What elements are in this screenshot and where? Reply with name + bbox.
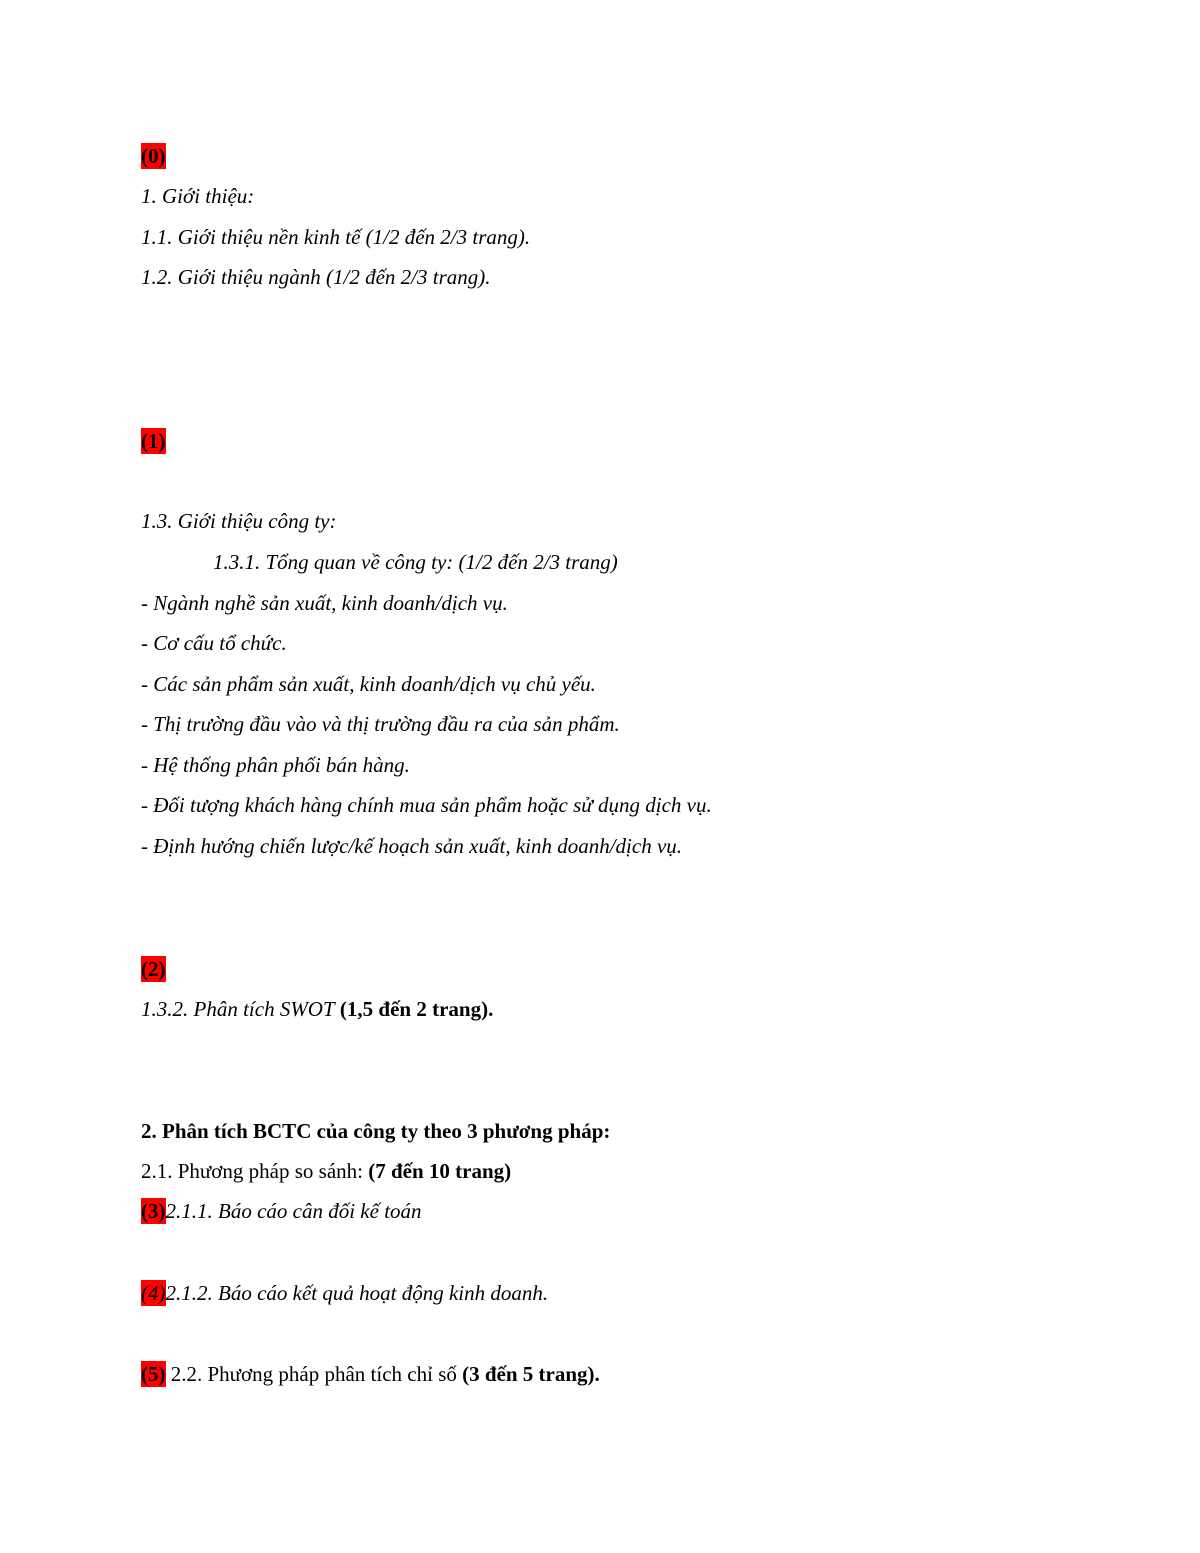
marker-3: (3) [141,1199,166,1223]
bullet-item: - Hệ thống phân phối bán hàng. [141,753,410,777]
marker-1-line [141,427,166,455]
marker-0-line [141,142,166,170]
bullet-item: - Các sản phẩm sản xuất, kinh doanh/dịch vụ chủ yếu. [141,672,596,696]
section-2-heading: 2. Phân tích BCTC của công ty theo 3 phương pháp: [141,1119,611,1143]
item-2-2-pages: (3 đến 5 trang). [462,1362,600,1386]
item-2-1-1-text: 2.1.1. Báo cáo cân đối kế toán [165,1199,422,1223]
marker-5: (5) [141,1362,166,1386]
marker-2: (2) [141,957,166,981]
item-2-1-1 [141,1197,422,1225]
item-2-1 [141,1157,511,1185]
item-1-2: 1.2. Giới thiệu ngành (1/2 đến 2/3 trang). [141,265,491,289]
item-2-1-pages: (7 đến 10 trang) [368,1159,512,1183]
item-2-2-text: 2.2. Phương pháp phân tích chỉ số [165,1362,463,1386]
item-2-2 [141,1360,600,1388]
item-1-3: 1.3. Giới thiệu công ty: [141,509,337,533]
bullet-item: - Thị trường đầu vào và thị trường đầu ra của sản phẩm. [141,712,620,736]
marker-0: (0) [141,144,166,168]
section-1-heading: 1. Giới thiệu: [141,184,255,208]
bullet-item: - Ngành nghề sản xuất, kinh doanh/dịch vụ. [141,591,508,615]
marker-1: (1) [141,429,166,453]
item-2-1-2 [141,1279,548,1307]
bullet-item: - Đối tượng khách hàng chính mua sản phẩm hoặc sử dụng dịch vụ. [141,793,712,817]
item-1-3-2 [141,995,493,1023]
marker-2-line [141,955,166,983]
item-1-3-1: 1.3.1. Tổng quan về công ty: (1/2 đến 2/3 trang) [213,550,618,574]
bullet-item: - Định hướng chiến lược/kế hoạch sản xuất, kinh doanh/dịch vụ. [141,834,683,858]
item-2-1-text: 2.1. Phương pháp so sánh: [141,1159,369,1183]
bullet-item: - Cơ cấu tổ chức. [141,631,287,655]
item-1-3-2-text: 1.3.2. Phân tích SWOT [141,997,335,1021]
item-1-3-2-pages: (1,5 đến 2 trang). [339,997,494,1021]
marker-4: (4) [141,1281,166,1305]
item-2-1-2-text: 2.1.2. Báo cáo kết quả hoạt động kinh doanh. [165,1281,549,1305]
item-1-1: 1.1. Giới thiệu nền kinh tế (1/2 đến 2/3 trang). [141,225,531,249]
